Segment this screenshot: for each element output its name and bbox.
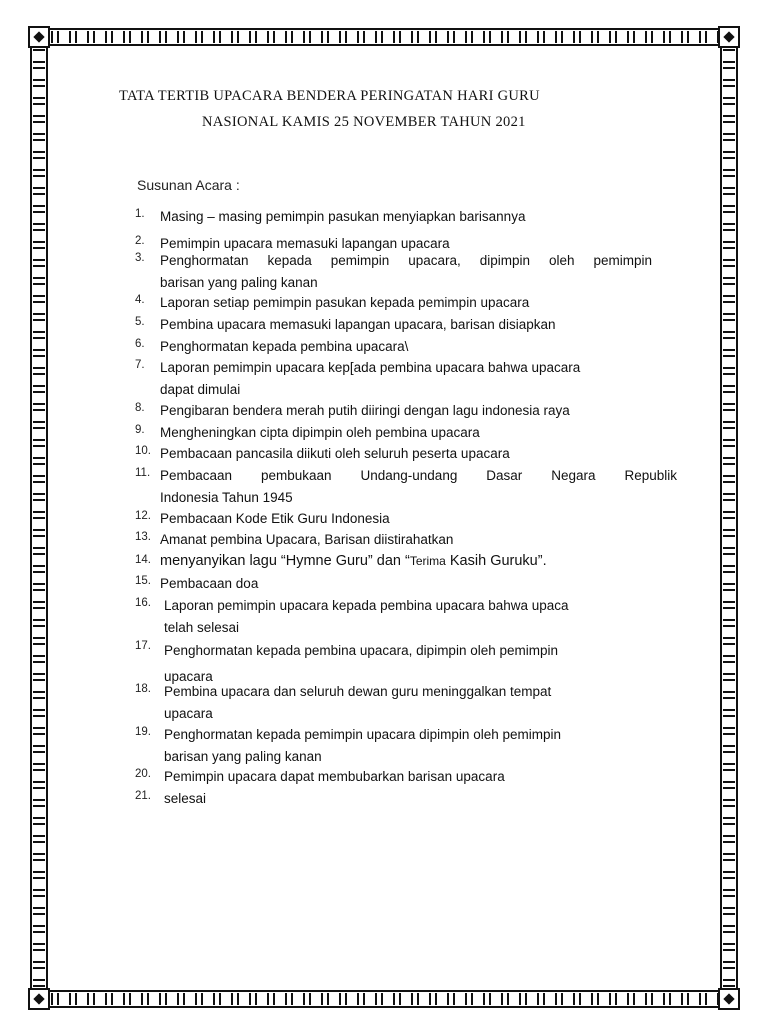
list-item-text: Pembacaan doa [160, 576, 259, 591]
list-item-text-continued: Indonesia Tahun 1945 [160, 489, 293, 505]
list-item-number: 2. [135, 235, 145, 247]
list-item-number: 8. [135, 402, 145, 414]
list-item-text: menyanyikan lagu “Hymne Guru” dan “Terima Kasih Guruku”. [160, 553, 547, 569]
list-item-number: 13. [135, 531, 151, 543]
list-item-number: 6. [135, 338, 145, 350]
border-corner-ornament [718, 26, 740, 48]
list-item-text: Pembina upacara memasuki lapangan upacara, barisan disiapkan [160, 317, 556, 332]
document-title-line-1: TATA TERTIB UPACARA BENDERA PERINGATAN HARI GURU [119, 88, 540, 104]
list-item-number: 17. [135, 640, 151, 652]
list-item-number: 14. [135, 554, 151, 566]
list-item-text-continued: dapat dimulai [160, 381, 241, 397]
list-item-number: 12. [135, 510, 151, 522]
list-item-text: Pemimpin upacara dapat membubarkan barisan upacara [164, 769, 505, 784]
list-item-text: Pemimpin upacara memasuki lapangan upacara [160, 236, 450, 251]
list-item-number: 19. [135, 726, 151, 738]
ornamental-border-top [28, 26, 740, 48]
list-item-number: 15. [135, 575, 151, 587]
list-item-text: Penghormatan kepada pemimpin upacara, dipimpin oleh pemimpin [160, 253, 652, 268]
list-item-text-continued: upacara [164, 669, 213, 684]
list-item-text: Pembacaan Kode Etik Guru Indonesia [160, 511, 390, 526]
list-item-text: Masing – masing pemimpin pasukan menyiapkan barisannya [160, 209, 526, 224]
list-item-text: Pembacaan pembukaan Undang-undang Dasar Negara Republik [160, 468, 677, 483]
list-item-number: 11. [135, 467, 151, 479]
list-item-text-continued: telah selesai [164, 619, 240, 635]
document-title-line-2: NASIONAL KAMIS 25 NOVEMBER TAHUN 2021 [202, 114, 526, 130]
border-corner-ornament [718, 988, 740, 1010]
list-item-text: Amanat pembina Upacara, Barisan diistirahatkan [160, 532, 454, 547]
border-corner-ornament [28, 26, 50, 48]
ornamental-border-left [28, 26, 50, 1010]
list-item-text: Penghormatan kepada pembina upacara, dipimpin oleh pemimpin [164, 643, 558, 658]
list-item-text-continued: upacara [164, 705, 213, 721]
list-item-number: 16. [135, 597, 151, 609]
list-item-number: 4. [135, 294, 145, 306]
list-item-number: 20. [135, 768, 151, 780]
list-item-text: Pembacaan pancasila diikuti oleh seluruh peserta upacara [160, 446, 510, 461]
list-item-number: 18. [135, 683, 151, 695]
list-item-text: selesai [164, 791, 207, 806]
border-corner-ornament [28, 988, 50, 1010]
ornamental-border-right [718, 26, 740, 1010]
section-label: Susunan Acara : [137, 177, 240, 193]
list-item-number: 3. [135, 252, 145, 264]
list-item-text: Laporan pemimpin upacara kep[ada pembina upacara bahwa upacara [160, 360, 581, 375]
list-item-number: 5. [135, 316, 145, 328]
ornamental-border-bottom [28, 988, 740, 1010]
list-item-text-continued: barisan yang paling kanan [160, 274, 318, 290]
list-item-number: 1. [135, 208, 145, 220]
list-item-text-continued: barisan yang paling kanan [164, 748, 322, 764]
list-item-text: Penghormatan kepada pembina upacara\ [160, 339, 409, 354]
list-item-text: Laporan pemimpin upacara kepada pembina upacara bahwa upaca [164, 598, 569, 613]
list-item-text: Mengheningkan cipta dipimpin oleh pembina upacara [160, 425, 480, 440]
list-item-text: Penghormatan kepada pemimpin upacara dipimpin oleh pemimpin [164, 727, 561, 742]
list-item-number: 21. [135, 790, 151, 802]
list-item-text: Pengibaran bendera merah putih diiringi dengan lagu indonesia raya [160, 403, 570, 418]
list-item-text: Laporan setiap pemimpin pasukan kepada pemimpin upacara [160, 295, 530, 310]
list-item-number: 10. [135, 445, 151, 457]
list-item-text: Pembina upacara dan seluruh dewan guru meninggalkan tempat [164, 684, 552, 699]
list-item-number: 9. [135, 424, 145, 436]
list-item-number: 7. [135, 359, 145, 371]
